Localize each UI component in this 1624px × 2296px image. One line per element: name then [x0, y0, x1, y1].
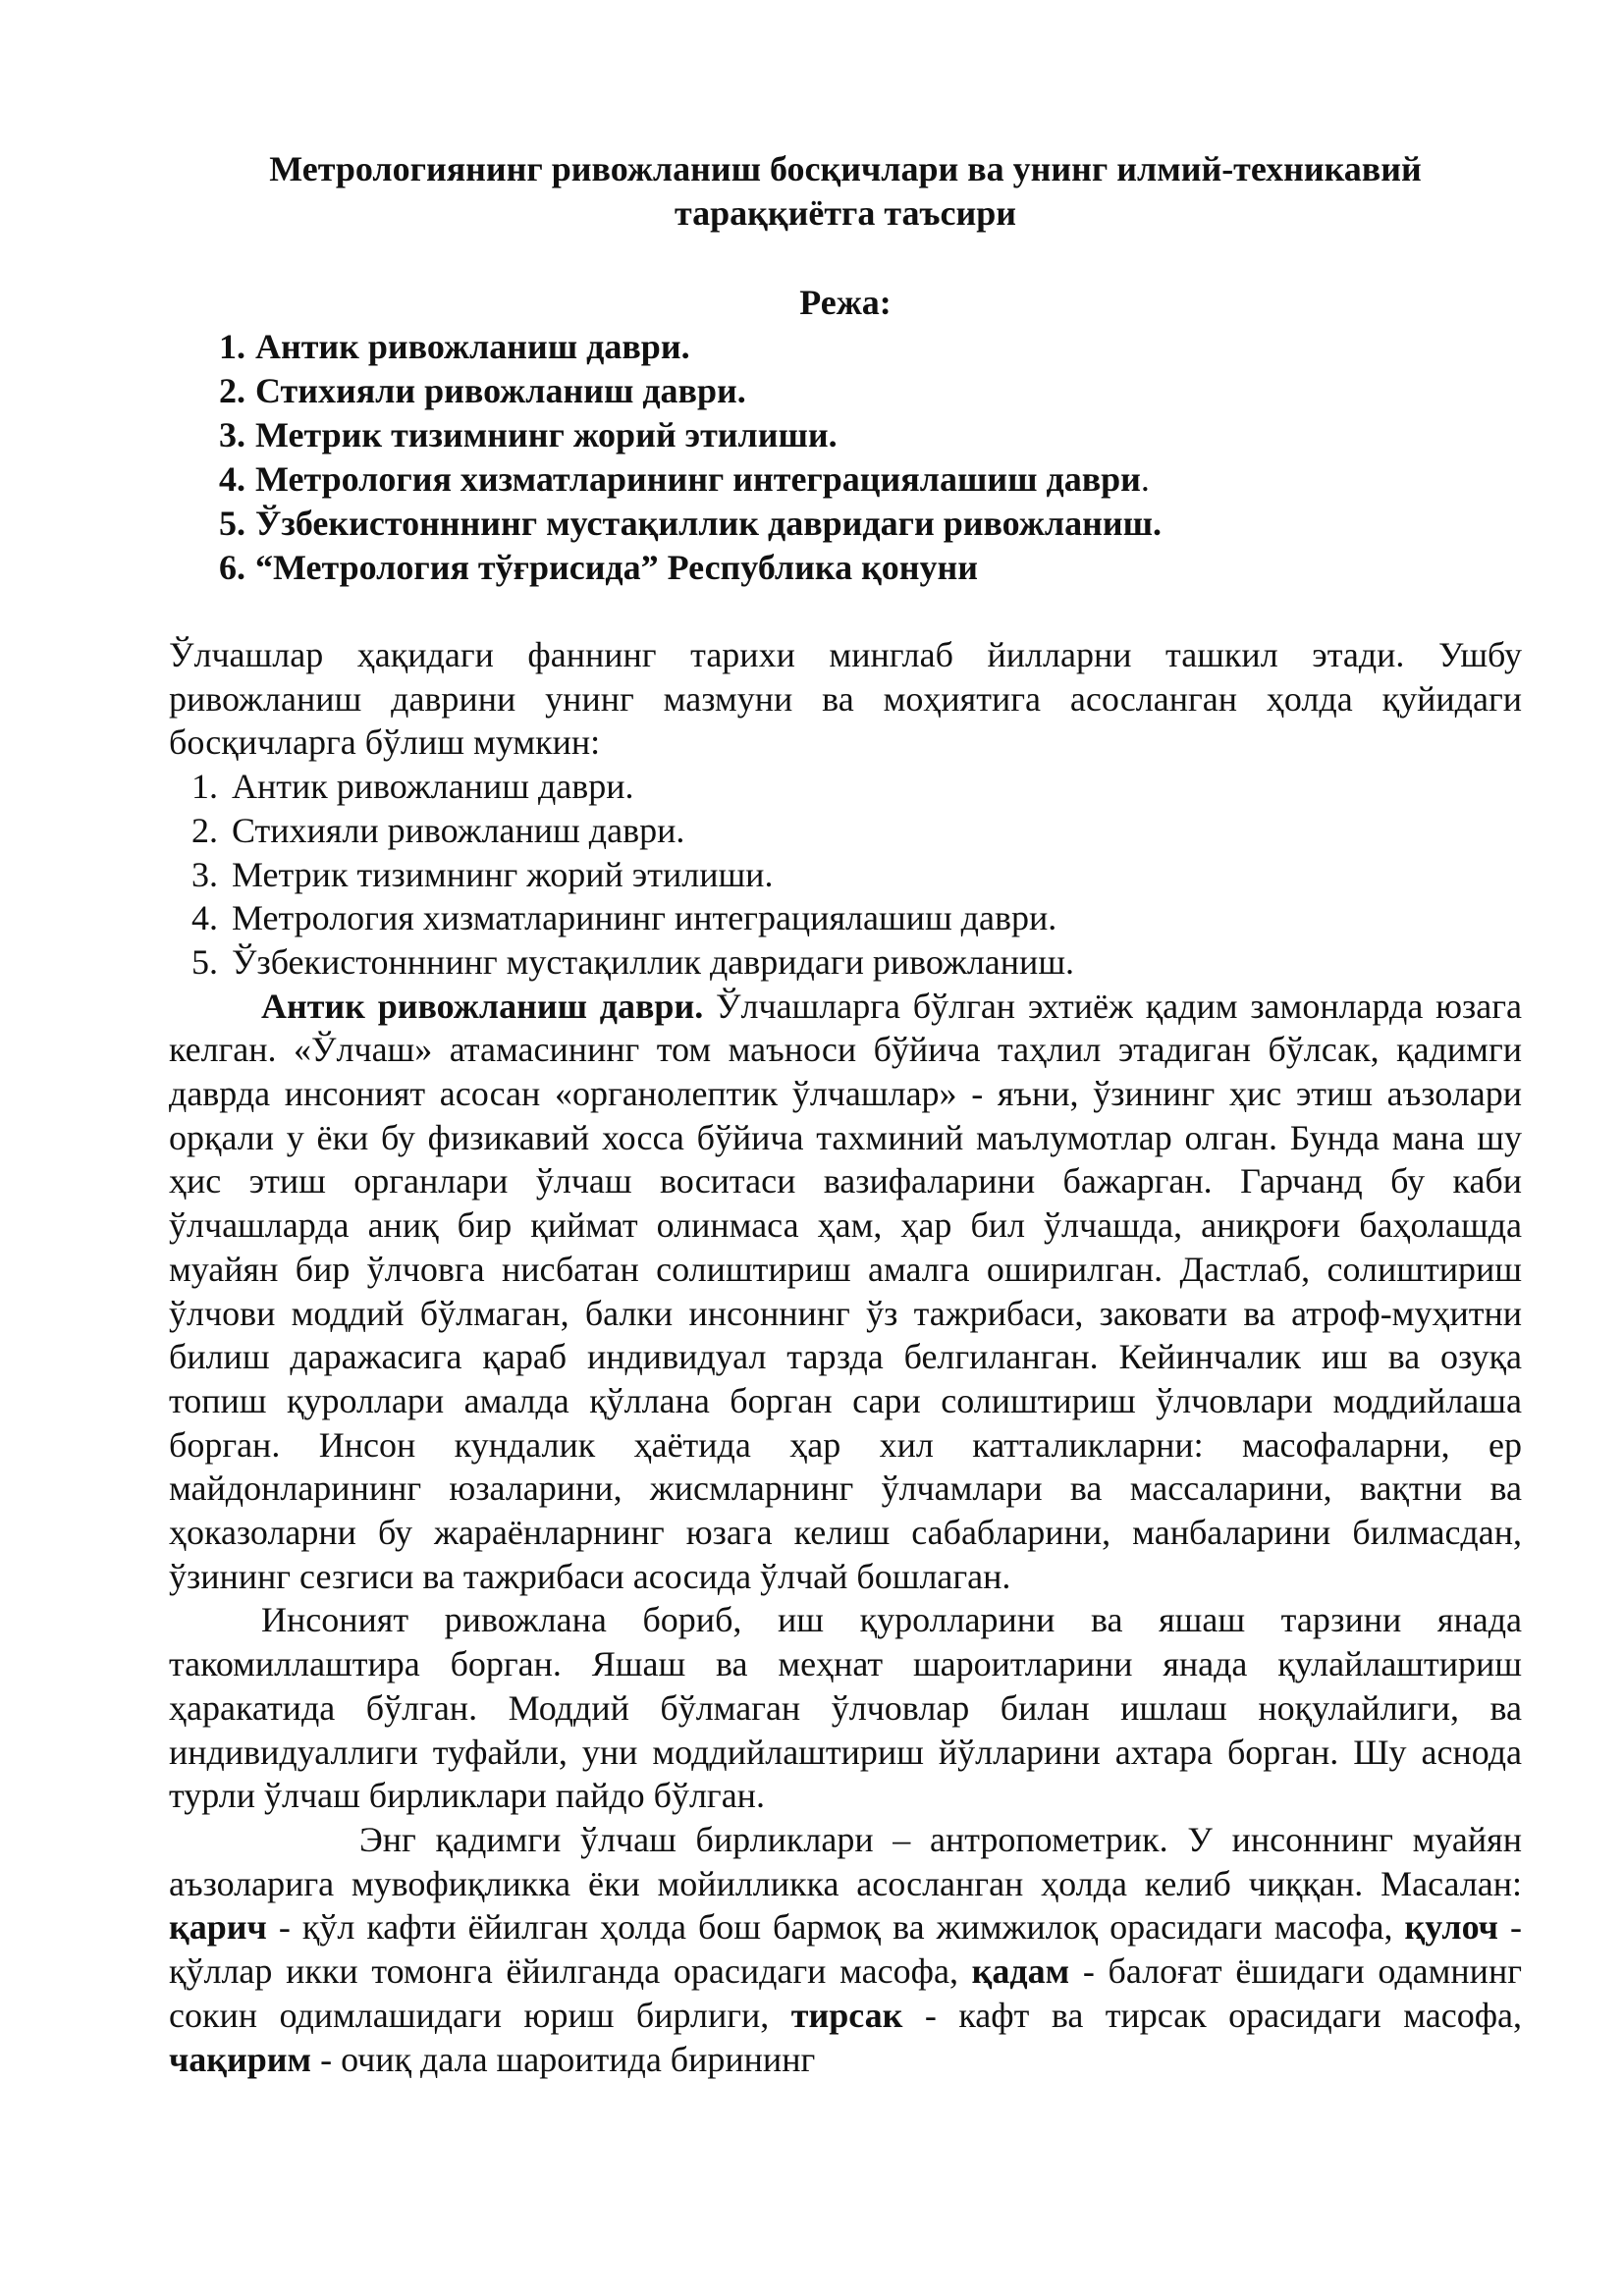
stages-list	[169, 765, 1522, 985]
unit-definition: - қўллар икки томонга ёйилганда орасидаги масофа,	[169, 1907, 1522, 1992]
antique-period-lead: Антик ривожланиш даври.	[261, 986, 704, 1026]
unit-term: чақирим	[169, 2039, 312, 2079]
plan-item-text: Метрик тизимнинг жорий этилиши.	[255, 415, 838, 454]
development-paragraph: Инсоният ривожлана бориб, иш қуролларини ва яшаш тарзини янада такомиллаштира борган. Яшаш ва меҳнат шароитларини янада қулайлаштириш ҳаракатида бўлган. Моддий бўлмаган ўлчовлар билан ишлаш ноқулайлиги, ва индивидуаллиги туфайли, уни моддийлаштириш йўлларини ахтара борган. Шу аснода турли ўлчаш бирликлари пайдо бўлган.	[169, 1600, 1522, 1816]
title-line-2: тараққиётга таъсири	[675, 193, 1016, 233]
stage-item-number: 1.	[191, 767, 218, 807]
plan-item-text: Стихияли ривожланиш даври.	[255, 371, 746, 410]
stage-item-text: Стихияли ривожланиш даври.	[232, 810, 685, 850]
plan-item-number: 6.	[219, 548, 245, 587]
antique-period-paragraph	[169, 985, 1522, 1599]
unit-term: қулоч	[1404, 1907, 1498, 1948]
stage-item	[169, 896, 1522, 940]
plan-item-text: Антик ривожланиш даври.	[255, 327, 690, 366]
document-title	[169, 147, 1522, 236]
unit-definition: - балоғат ёшидаги одамнинг сокин одимлашидаги юриш бирлиги,	[169, 1951, 1522, 2035]
plan-item-number: 3.	[219, 415, 245, 454]
plan-item-text: Метрология хизматларининг интеграциялашиш даври	[255, 459, 1141, 499]
units-paragraph	[169, 1818, 1522, 2081]
units-intro: Энг қадимги ўлчаш бирликлари – антропометрик. У инсоннинг муайян аъзоларига мувофиқликка ёки мойилликка асосланган ҳолда келиб чиққан. Масалан:	[169, 1819, 1522, 1903]
unit-definition: - кафт ва тирсак орасидаги масофа,	[902, 1995, 1522, 2035]
plan-item	[169, 457, 1522, 502]
plan-item-number: 5.	[219, 504, 245, 543]
plan-item	[169, 325, 1522, 369]
stage-item	[169, 809, 1522, 853]
title-line-1: Метрологиянинг ривожланиш босқичлари ва унинг илмий-техникавий	[269, 149, 1422, 188]
plan-item	[169, 546, 1522, 590]
stage-item	[169, 765, 1522, 809]
stage-item-text: Метрик тизимнинг жорий этилиши.	[232, 854, 774, 894]
antique-period-body: Ўлчашларга бўлган эхтиёж қадим замонларда юзага келган. «Ўлчаш» атамасининг том маъноси бўйича таҳлил этадиган бўлсак, қадимги даврда инсоният асосан «органолептик ўлчашлар» - яъни, ўзининг ҳис этиш аъзолари орқали у ёки бу физикавий хосса бўйича тахминий маълумотлар олган. Бунда мана шу ҳис этиш органлари ўлчаш воситаси вазифаларини бажарган. Гарчанд бу каби ўлчашларда аниқ бир қиймат олинмаса ҳам, ҳар бил ўлчашда, аниқроғи баҳолашда муайян бир ўлчовга нисбатан солиштириш амалга оширилган. Дастлаб, солиштириш ўлчови моддий бўлмаган, балки инсоннинг ўз тажрибаси, заковати ва атроф-муҳитни билиш даражасига қараб индивидуал тарзда белгиланган. Кейинчалик иш ва озуқа топиш қуроллари амалда қўллана борган сари солиштириш ўлчовлари моддийлаша борган. Инсон кундалик ҳаётида ҳар хил катталикларни: масофаларни, ер майдонларининг юзаларини, жисмларнинг ўлчамлари ва массаларини, вақтни ва ҳоказоларни бу жараёнларнинг юзага келиш сабабларини, манбаларини билмасдан, ўзининг сезгиси ва тажрибаси асосида ўлчай бошлаган.	[169, 986, 1522, 1596]
stage-item-number: 4.	[191, 898, 218, 938]
unit-definition: - очиқ дала шароитида бирининг	[311, 2039, 816, 2079]
stage-item-text: Ўзбекистонннинг мустақиллик давридаги ривожланиш.	[232, 941, 1075, 982]
plan-item	[169, 369, 1522, 413]
stage-item	[169, 853, 1522, 897]
stage-item-number: 2.	[191, 810, 218, 850]
stage-item-text: Антик ривожланиш даври.	[232, 767, 634, 807]
plan-item-text: “Метрология тўғрисида” Республика қонуни	[255, 548, 979, 587]
plan-item-number: 4.	[219, 459, 245, 499]
plan-item-number: 1.	[219, 327, 245, 366]
stage-item-text: Метрология хизматларининг интеграциялашиш даври.	[232, 898, 1057, 938]
stage-item-number: 3.	[191, 854, 218, 894]
plan-item-text: Ўзбекистонннинг мустақиллик давридаги ривожланиш.	[255, 504, 1162, 543]
stage-item	[169, 940, 1522, 985]
document-body	[169, 147, 1522, 2081]
plan-item	[169, 413, 1522, 457]
stage-item-number: 5.	[191, 941, 218, 982]
plan-heading: Режа:	[799, 283, 892, 322]
plan-item	[169, 502, 1522, 546]
plan-item-tail: .	[1140, 459, 1150, 499]
plan-item-number: 2.	[219, 371, 245, 410]
unit-definition: - қўл кафти ёйилган ҳолда бош бармоқ ва жимжилоқ орасидаги масофа,	[266, 1907, 1405, 1948]
plan-list	[169, 325, 1522, 590]
unit-term: қарич	[169, 1907, 267, 1948]
unit-term: тирсак	[790, 1995, 903, 2035]
intro-paragraph: Ўлчашлар ҳақидаги фаннинг тарихи минглаб йилларни ташкил этади. Ушбу ривожланиш даврини унинг мазмуни ва моҳиятига асосланган ҳолда қуйидаги босқичларга бўлиш мумкин:	[169, 635, 1522, 763]
unit-term: қадам	[971, 1951, 1070, 1992]
